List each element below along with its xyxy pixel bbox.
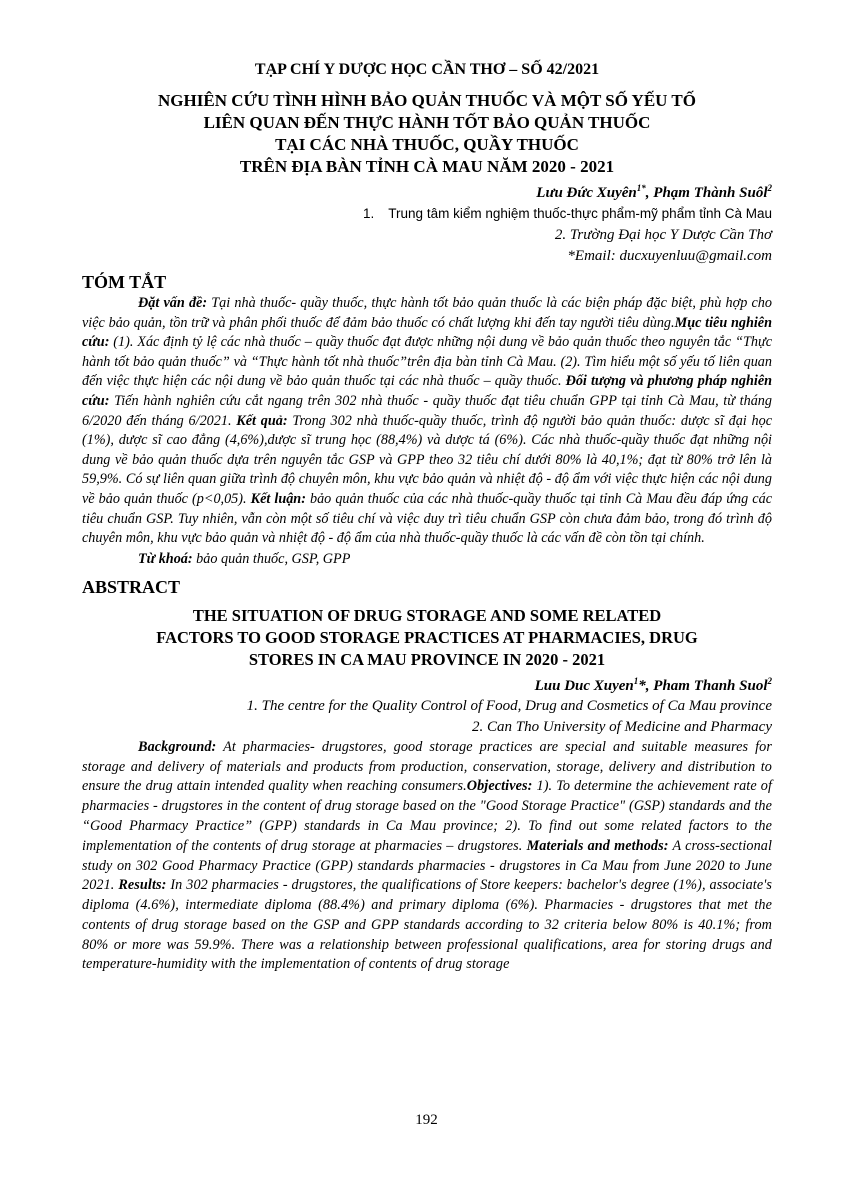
en-background-text: At pharmacies- drugstores, good storage practices are special and suitable measures for storage and delivery of materials and products from production, conservation, storage, delivery and distribution to ensure the drug attain intended quality when reaching consumers. — [82, 738, 772, 795]
en-results-text: In 302 pharmacies - drugstores, the qualifications of Store keepers: bachelor's degree (1%), associate's diploma (4.6%), intermediate diploma (88.4%) and primary diploma (6%). Pharmacies - drugstores that met the contents of drug storage based on the GSP and GPP standards according to 32 criteria below 80% is 40.1%; from 80% or more was 59.9%. There was a relationship between professional qualifications, area for storing drugs and temperature-humidity with the implementation of contents of drug storage — [82, 877, 772, 973]
vn-author-sep: , — [645, 185, 654, 201]
vn-keywords — [82, 549, 772, 569]
vn-email: *Email: ducxuyenluu@gmail.com — [567, 248, 772, 264]
vn-author-2: Phạm Thành Suôl — [653, 185, 768, 201]
vn-objectives-label: Mục tiêu nghiên cứu: — [82, 314, 772, 351]
vn-title-line: TẠI CÁC NHÀ THUỐC, QUẦY THUỐC — [275, 135, 579, 154]
vn-background-text: Tại nhà thuốc- quầy thuốc, thực hành tốt bảo quản thuốc là các biện pháp đặc biệt, phù hợp cho việc bảo quản, tồn trữ và phân phối thuốc để đảm bảo thuốc có chất lượng khi đến tay người tiêu dùng. — [82, 295, 772, 331]
vn-objectives-text: (1). Xác định tỷ lệ các nhà thuốc – quầy thuốc đạt được những nội dung về bảo quản thuốc theo nguyên tắc “Thực hành tốt bảo quản thuốc” và “Thực hành tốt nhà thuốc”trên địa bàn tỉnh Cà Mau. (2). Tìm hiểu một số yếu tố liên quan đến việc thực hiện các nội dung về bảo quản thuốc tại các nhà thuốc – quầy thuốc. — [82, 334, 772, 390]
vn-title-line: NGHIÊN CỨU TÌNH HÌNH BẢO QUẢN THUỐC VÀ MỘT SỐ YẾU TỐ — [158, 91, 696, 110]
vn-affiliation-1-text: Trung tâm kiểm nghiệm thuốc-thực phẩm-mỹ phẩm tỉnh Cà Mau — [388, 206, 772, 221]
vn-conclusion-text: bảo quản thuốc của các nhà thuốc-quầy thuốc tại tỉnh Cà Mau đều đáp ứng các tiêu chuẩn GSP. Tuy nhiên, vẫn còn một số tiêu chí và việc duy trì tiêu chuẩn GSP còn chưa đảm bảo, trong đó trình độ chuyên môn, khu vực bảo quản và nhiệt độ - độ ẩm của nhà thuốc-quầy thuốc là các vấn đề còn tồn tại chính. — [82, 490, 772, 547]
vn-author-1-sup: 1* — [636, 183, 646, 193]
vn-conclusion-label: Kết luận: — [250, 490, 306, 507]
vn-methods-text: Tiến hành nghiên cứu cắt ngang trên 302 nhà thuốc - quầy thuốc đạt tiêu chuẩn GPP tại tỉnh Cà Mau, từ tháng 6/2020 đến tháng 6/2021. — [82, 392, 772, 429]
vn-results-label: Kết quả: — [236, 412, 288, 429]
vn-summary-paragraph — [82, 294, 772, 549]
en-author-1-sup: 1 — [633, 675, 639, 686]
en-results-label: Results: — [118, 877, 167, 894]
en-objectives-text: 1). To determine the achievement rate of pharmacies - drugstores in the content of drug storage based on the "Good Storage Practice" (GSP) standards and the “Good Pharmacy Practice” (GPP) standards in Ca Mau province; 2). To find out some related factors to the implementation of the contents of drug storage at pharmacies – drugstores. — [82, 778, 773, 854]
vn-methods-label: Đối tượng và phương pháp nghiên cứu: — [82, 373, 773, 409]
vn-author-2-sup: 2 — [767, 183, 772, 193]
vn-keywords-label: Từ khoá: — [138, 550, 193, 567]
paper-page — [82, 60, 772, 975]
en-author-2-sup: 2 — [767, 675, 772, 686]
en-methods-label: Materials and methods: — [526, 837, 669, 854]
en-affiliation-2: 2. Can Tho University of Medicine and Pharmacy — [472, 718, 772, 735]
en-title — [82, 605, 772, 671]
vn-title-line: TRÊN ĐỊA BÀN TỈNH CÀ MAU NĂM 2020 - 2021 — [239, 157, 615, 176]
en-authors — [82, 671, 772, 696]
vn-keywords-text: bảo quản thuốc, GSP, GPP — [192, 550, 351, 567]
en-affiliation-1: 1. The centre for the Quality Control of Food, Drug and Cosmetics of Ca Mau province — [246, 697, 772, 714]
abstract-heading: ABSTRACT — [82, 576, 181, 597]
en-objectives-label: Objectives: — [466, 778, 533, 795]
vn-author-1: Lưu Đức Xuyên — [536, 185, 637, 201]
vn-affiliation-1-number: 1. — [363, 206, 375, 221]
vn-background-label: Đặt vấn đề: — [138, 295, 208, 311]
en-title-line: THE SITUATION OF DRUG STORAGE AND SOME RELATED — [192, 605, 662, 625]
en-abstract-paragraph — [82, 738, 772, 976]
vn-affiliation-1 — [82, 203, 772, 225]
en-author-2: Pham Thanh Suol — [653, 677, 768, 694]
vn-authors — [82, 178, 772, 203]
summary-heading: TÓM TẮT — [82, 272, 167, 292]
en-background-label: Background: — [138, 738, 217, 755]
vn-results-text: Trong 302 nhà thuốc-quầy thuốc, trình độ người bảo quản thuốc: dược sĩ đại học (1%), dược sĩ cao đẳng (4,6%),dược sĩ trung học (88,4%) và dược tá (6%). Các nhà thuốc-quầy thuốc đạt những nội dung về bảo quản thuốc dựa trên nguyên tắc GSP và GPP theo 32 tiêu chí dưới 80% là 40,1%; đạt từ 80% trở lên là 59,9%. Có sự liên quan giữa trình độ chuyên môn, khu vực bảo quản và nhiệt độ - độ ẩm với việc thực hiện các nội dung về bảo quản thuốc (p<0,05). — [82, 412, 773, 507]
en-title-line: FACTORS TO GOOD STORAGE PRACTICES AT PHARMACIES, DRUG — [156, 627, 698, 647]
en-author-1-tail: *, — [638, 677, 654, 694]
vn-title — [82, 90, 772, 178]
journal-header: TẠP CHÍ Y DƯỢC HỌC CẦN THƠ – SỐ 42/2021 — [254, 61, 600, 78]
en-title-line: STORES IN CA MAU PROVINCE IN 2020 - 2021 — [248, 649, 606, 669]
vn-affiliation-2: 2. Trường Đại học Y Dược Cần Thơ — [554, 227, 772, 243]
page-number: 192 — [415, 1112, 438, 1128]
vn-title-line: LIÊN QUAN ĐẾN THỰC HÀNH TỐT BẢO QUẢN THUỐC — [203, 113, 651, 132]
en-methods-text: A cross-sectional study on 302 Good Pharmacy Practice (GPP) standards pharmacies - drugstores in Ca Mau from June 2020 to June 2021. — [82, 837, 773, 894]
en-author-1: Luu Duc Xuyen — [534, 677, 634, 694]
